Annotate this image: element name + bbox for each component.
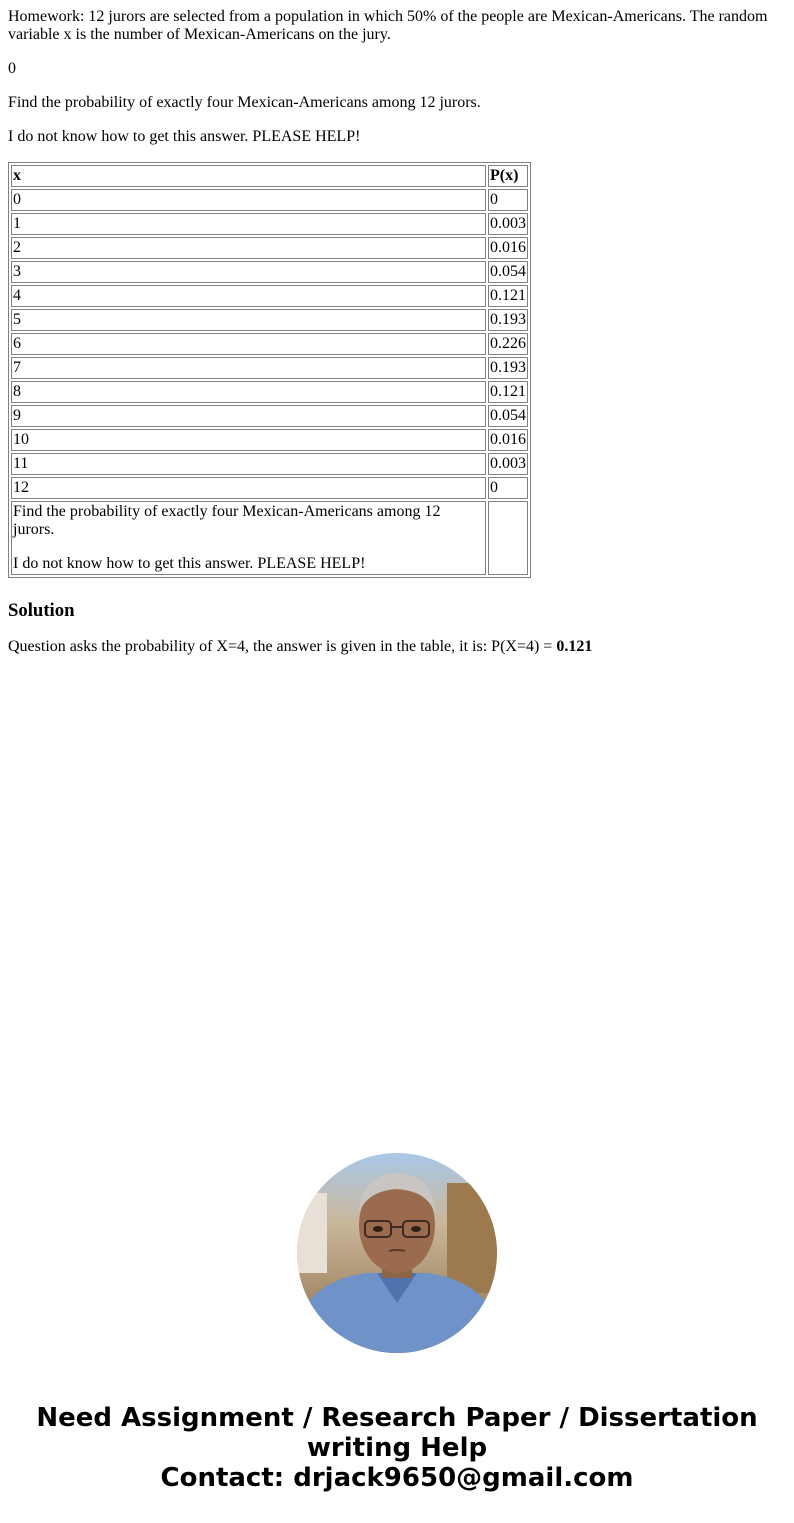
cell-px: 0.121 <box>488 381 528 403</box>
question-text: Homework: 12 jurors are selected from a population in which 50% of the people are Mexican-Americans. The random variable x is the number of Mexican-Americans on the jury. <box>8 8 768 43</box>
header-x: x <box>11 165 486 187</box>
cell-px: 0.193 <box>488 357 528 379</box>
cell-x: 12 <box>11 477 486 499</box>
header-px: P(x) <box>488 165 528 187</box>
cell-x: 7 <box>11 357 486 379</box>
cell-px: 0.121 <box>488 285 528 307</box>
table-note-row <box>11 501 528 575</box>
solution-answer: 0.121 <box>556 638 593 655</box>
cell-x: 4 <box>11 285 486 307</box>
question-plea: I do not know how to get this answer. PLEASE HELP! <box>8 128 361 145</box>
cell-x: 6 <box>11 333 486 355</box>
table-row <box>11 477 528 499</box>
question-prompt: Find the probability of exactly four Mexican-Americans among 12 jurors. <box>8 94 481 111</box>
table-row <box>11 237 528 259</box>
page-content <box>0 0 794 656</box>
table-row <box>11 357 528 379</box>
table-row <box>11 213 528 235</box>
cell-px: 0.054 <box>488 405 528 427</box>
table-note-plea: I do not know how to get this answer. PLEASE HELP! <box>13 555 366 572</box>
cell-px: 0.226 <box>488 333 528 355</box>
table-row <box>11 285 528 307</box>
cell-px: 0.016 <box>488 237 528 259</box>
cell-x: 11 <box>11 453 486 475</box>
cell-px: 0.003 <box>488 453 528 475</box>
cell-x: 1 <box>11 213 486 235</box>
probability-table <box>8 162 531 578</box>
footer-line-2: writing Help <box>306 1433 488 1463</box>
cell-x: 10 <box>11 429 486 451</box>
table-row <box>11 309 528 331</box>
footer-banner <box>0 1403 794 1493</box>
table-note-prompt: Find the probability of exactly four Mexican-Americans among 12 jurors. <box>13 503 441 538</box>
cell-px: 0.003 <box>488 213 528 235</box>
table-row <box>11 189 528 211</box>
table-row <box>11 333 528 355</box>
cell-px: 0 <box>488 189 528 211</box>
table-note-empty-cell <box>488 501 528 575</box>
table-body <box>11 189 528 499</box>
table-header-row <box>11 165 528 187</box>
solution-text: Question asks the probability of X=4, the answer is given in the table, it is: P(X=4) = <box>8 638 557 655</box>
solution-heading: Solution <box>8 600 75 621</box>
cell-px: 0.016 <box>488 429 528 451</box>
table-row <box>11 453 528 475</box>
cell-x: 3 <box>11 261 486 283</box>
vote-count: 0 <box>8 60 16 77</box>
cell-px: 0 <box>488 477 528 499</box>
cell-x: 5 <box>11 309 486 331</box>
cell-x: 0 <box>11 189 486 211</box>
cell-x: 2 <box>11 237 486 259</box>
cell-x: 9 <box>11 405 486 427</box>
footer-line-1: Need Assignment / Research Paper / Dissertation <box>36 1403 758 1433</box>
cell-px: 0.054 <box>488 261 528 283</box>
table-note-cell <box>11 501 486 575</box>
table-row <box>11 381 528 403</box>
author-photo <box>297 1153 497 1353</box>
cell-px: 0.193 <box>488 309 528 331</box>
avatar <box>297 1153 497 1353</box>
cell-x: 8 <box>11 381 486 403</box>
footer-line-3: Contact: drjack9650@gmail.com <box>160 1463 634 1493</box>
table-row <box>11 405 528 427</box>
table-row <box>11 261 528 283</box>
solution-paragraph <box>8 638 786 656</box>
table-row <box>11 429 528 451</box>
